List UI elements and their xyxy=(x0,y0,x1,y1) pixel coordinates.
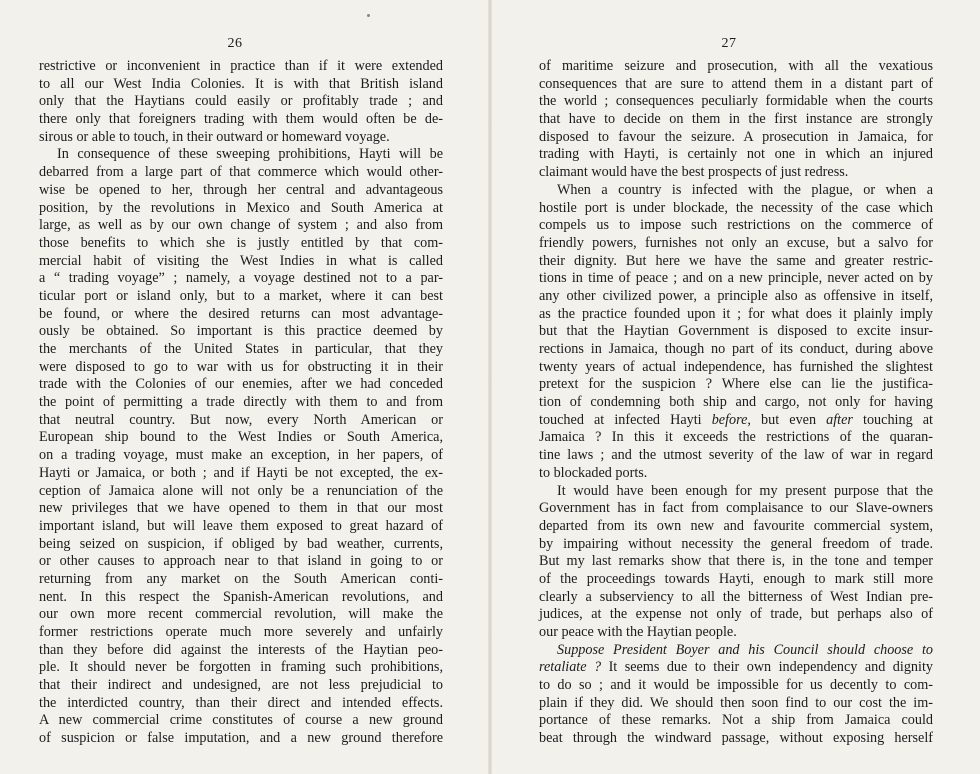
page-number-right: 27 xyxy=(721,36,737,51)
text-line: ple. It should never be forgotten in framing such prohibitions, xyxy=(39,659,443,676)
left-page-body xyxy=(39,58,443,748)
text-line: restrictive or inconvenient in practice than if it were extended xyxy=(39,58,443,74)
text-line: When a country is infected with the plague, or when a xyxy=(557,181,933,198)
text-line: large, as well as by our own change of system ; and also from xyxy=(39,217,443,234)
text-line: the merchants of the United States in particular, that they xyxy=(39,341,443,357)
text-line: plain if they did. We should then soon find to our cost the im- xyxy=(539,694,933,711)
text-line: only that the Haytians could easily or profitably trade ; and xyxy=(39,93,443,110)
text-line: nent. In this respect the Spanish-American revolutions, and xyxy=(39,588,443,605)
text-line: to all our West India Colonies. It is with that British island xyxy=(39,75,443,92)
text-line: rections in Jamaica, though no part of its conduct, during above xyxy=(539,341,933,357)
text-line: A new commercial crime constitutes of course a new ground xyxy=(39,712,443,729)
text-line: debarred from a large part of that commerce which would other- xyxy=(39,164,443,181)
text-line: that their indirect and undesigned, are not less prejudicial to xyxy=(39,677,443,694)
text-line: compels us to impose such restrictions on the commerce of xyxy=(539,217,933,234)
text-line: but that the Haytian Government is disposed to excite insur- xyxy=(539,323,933,340)
text-line: consequences that are sure to attend them in a distant part of xyxy=(539,75,933,92)
text-line: Hayti or Jamaica, or both ; and if Hayti be not excepted, the ex- xyxy=(39,464,443,481)
text-line: tions in time of peace ; and on a new principle, never acted on by xyxy=(539,270,933,287)
text-line: claimant would have the best prospects of just redress. xyxy=(539,164,849,181)
text-line: those benefits to which she is justly entitled by that com- xyxy=(39,234,443,251)
text-line: European ship bound to the West Indies or South America, xyxy=(39,429,443,446)
text-line: tion of condemning both ship and cargo, not only for having xyxy=(539,394,933,411)
text-line: departed from its own new and favourite commercial system, xyxy=(539,517,933,534)
text-line: the world ; consequences peculiarly formidable when the courts xyxy=(539,93,933,110)
text-line: the interdicted country, than their direct and intended effects. xyxy=(39,694,443,711)
text-line: portance of these remarks. Not a ship from Jamaica could xyxy=(539,712,933,729)
text-line: In consequence of these sweeping prohibitions, Hayti will be xyxy=(57,146,443,163)
text-line: clearly a subserviency to all the bitterness of West Indian pre- xyxy=(539,588,933,605)
right-page xyxy=(490,0,980,774)
text-line: any other civilized power, a principle also as offensive in itself, xyxy=(539,287,933,304)
page-number-left: 26 xyxy=(227,36,243,51)
text-line: Jamaica ? In this it exceeds the restrictions of the quaran- xyxy=(539,429,933,446)
text-line: there only that foreigners trading with them would often be de- xyxy=(39,111,443,128)
text-line: a “ trading voyage” ; namely, a voyage destined not to a par- xyxy=(39,270,443,287)
text-line: sirous or able to touch, in their outward or homeward voyage. xyxy=(39,128,390,145)
text-line: pretext for the suspicion ? Where else can lie the justifica- xyxy=(539,376,933,393)
text-line: than they before did against the interests of the Haytian peo- xyxy=(39,641,443,658)
text-line: It would have been enough for my present purpose that the xyxy=(557,482,933,499)
text-line: ticular port or island only, but to a market, where it can best xyxy=(39,287,443,304)
text-line: the point of permitting a trade directly with them to and from xyxy=(39,394,443,411)
text-line: by impairing without necessity the general freedom of trade. xyxy=(539,535,933,552)
text-line: new privileges that we have opened to them in that our most xyxy=(39,500,443,517)
text-line: our own more recent commercial revolution, will make the xyxy=(39,606,443,623)
text-line: or other causes to approach near to that island in going to or xyxy=(39,553,443,570)
text-line: hostile port is under blockade, the necessity of the case which xyxy=(539,199,933,216)
text-line: were disposed to go to war with us for obstructing it in their xyxy=(39,358,443,375)
text-line: position, by the revolutions in Mexico and South America at xyxy=(39,199,443,216)
text-line: our peace with the Haytian people. xyxy=(539,624,737,640)
text-line: touched at infected Hayti before, but even after touching at xyxy=(539,411,933,428)
text-line: on a trading voyage, must make an exception, in her papers, of xyxy=(39,447,443,464)
text-line: tine laws ; and the utmost severity of the law of war in regard xyxy=(539,447,933,464)
text-line: But my last remarks show that there is, in the tone and temper xyxy=(539,553,933,570)
text-line: trade with the Colonies of our enemies, after we had conceded xyxy=(39,376,443,393)
text-line: mercial habit of visiting the West Indies in what is called xyxy=(39,252,443,269)
text-line: judices, at the expense not only of trade, but perhaps also of xyxy=(539,606,933,623)
text-line: friendly powers, furnishes not only an excuse, but a salvo for xyxy=(539,234,933,251)
text-line: as the practice founded upon it ; for what does it plainly imply xyxy=(539,305,933,322)
text-line: that have to decide on them in the first instance are strongly xyxy=(539,111,933,128)
right-page-body xyxy=(539,58,933,748)
text-line: be found, or where the desired returns can most advantage- xyxy=(39,305,443,322)
text-line: important island, but will leave them exposed to great hazard of xyxy=(39,517,443,534)
text-line: former restrictions operate much more severely and unfairly xyxy=(39,624,443,640)
text-line: to do so ; and it would be impossible for us decently to com- xyxy=(539,677,933,694)
text-line: trading with Hayti, is certainly not one in which an injured xyxy=(539,146,933,163)
text-line: of the proceedings towards Hayti, enough to mark still more xyxy=(539,570,933,587)
text-line: that neutral country. But now, every North American or xyxy=(39,411,443,428)
text-line: ously be obtained. So important is this practice deemed by xyxy=(39,323,443,340)
text-line: beat through the windward passage, without exposing herself xyxy=(539,730,933,747)
text-line: returning from any market on the South American conti- xyxy=(39,570,443,587)
text-line: of suspicion or false imputation, and a new ground therefore xyxy=(39,730,443,747)
text-line: of maritime seizure and prosecution, with all the vexatious xyxy=(539,58,933,74)
text-line: Government has in fact from complaisance to our Slave-owners xyxy=(539,500,933,517)
text-line: ception of Jamaica alone will not only be a renunciation of the xyxy=(39,482,443,499)
text-line: their dignity. But here we have the same and greater restric- xyxy=(539,252,933,269)
text-line: being seized on suspicion, if obliged by bad weather, currents, xyxy=(39,535,443,552)
text-line: disposed to favour the seizure. A prosecution in Jamaica, for xyxy=(539,128,933,145)
text-line: to blockaded ports. xyxy=(539,464,648,481)
text-line: Suppose President Boyer and his Council should choose to xyxy=(557,641,933,658)
text-line: twenty years of actual independence, has furnished the slightest xyxy=(539,358,933,375)
text-line: wise be opened to her, through her central and advantageous xyxy=(39,181,443,198)
text-line: retaliate ? It seems due to their own independency and dignity xyxy=(539,659,934,676)
